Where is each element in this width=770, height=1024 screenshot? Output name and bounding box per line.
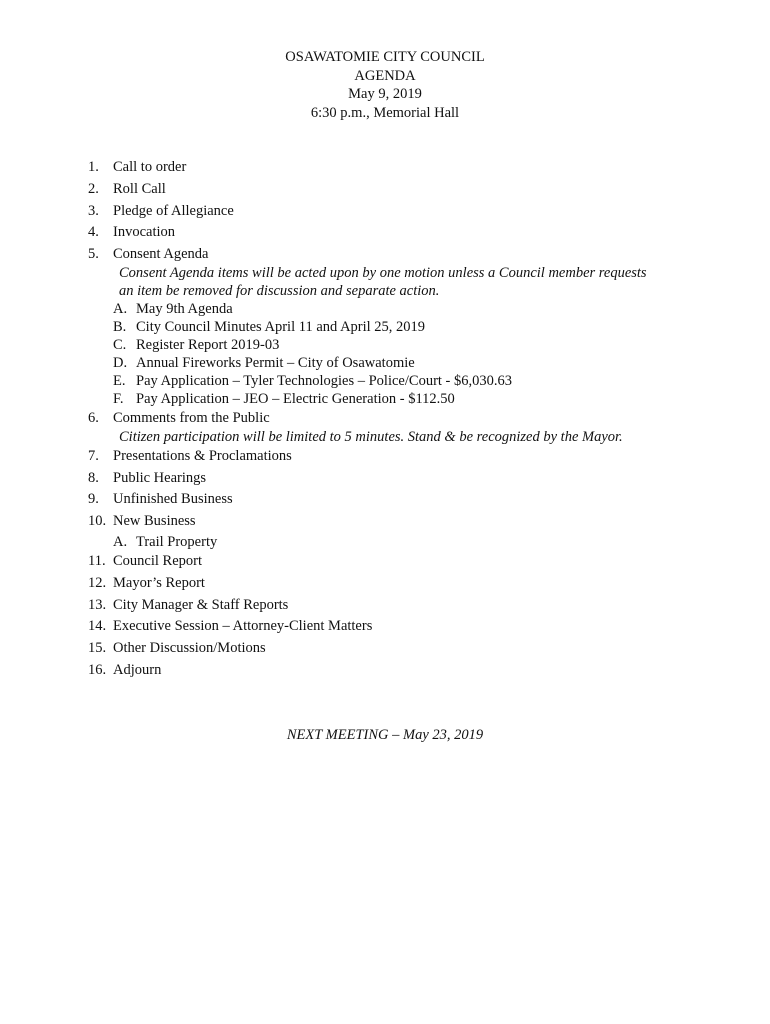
agenda-item-number: 4. — [88, 224, 99, 241]
agenda-item — [88, 511, 728, 533]
document-header — [0, 48, 770, 122]
org-title: OSAWATOMIE CITY COUNCIL — [285, 49, 485, 65]
agenda-item — [88, 489, 728, 511]
agenda-item — [88, 179, 728, 201]
public-comments-note — [88, 428, 728, 446]
subitem-letter: A. — [113, 300, 128, 317]
doc-type: AGENDA — [354, 67, 416, 84]
agenda-item — [88, 446, 728, 468]
agenda-item-number: 11. — [88, 552, 106, 569]
subitem-letter: F. — [113, 390, 124, 407]
agenda-item — [88, 660, 728, 682]
subitem-text: Pay Application – Tyler Technologies – Police/Court - $6,030.63 — [136, 372, 513, 389]
agenda-item-number: 16. — [88, 661, 107, 678]
agenda-item — [88, 616, 728, 638]
agenda-item-text: New Business — [113, 513, 196, 530]
agenda-list — [88, 157, 728, 682]
agenda-item — [88, 468, 728, 490]
agenda-item — [88, 638, 728, 660]
subitem-text: May 9th Agenda — [136, 300, 233, 317]
agenda-item — [88, 573, 728, 595]
agenda-subitem — [88, 318, 728, 336]
agenda-subitem — [88, 390, 728, 408]
agenda-item-number: 15. — [88, 640, 107, 657]
agenda-item-number: 7. — [88, 447, 99, 464]
agenda-item-text: Call to order — [113, 159, 187, 175]
agenda-item-text: Executive Session – Attorney-Client Matters — [113, 618, 373, 635]
agenda-item-number: 1. — [88, 159, 99, 175]
agenda-item-text: Comments from the Public — [113, 409, 270, 426]
subitem-text: Register Report 2019-03 — [136, 336, 280, 353]
note-line: an item be removed for discussion and separate action. — [119, 282, 440, 299]
subitem-text: Annual Fireworks Permit – City of Osawatomie — [136, 354, 415, 371]
agenda-item-text: Unfinished Business — [113, 491, 233, 508]
agenda-item-text: Public Hearings — [113, 469, 207, 486]
agenda-item-number: 13. — [88, 596, 107, 613]
consent-agenda-note — [88, 264, 728, 300]
agenda-item-text: Roll Call — [113, 180, 166, 197]
agenda-item-text: Other Discussion/Motions — [113, 640, 266, 657]
agenda-item-text: Presentations & Proclamations — [113, 447, 292, 464]
agenda-item — [88, 222, 728, 244]
agenda-item-text: City Manager & Staff Reports — [113, 596, 289, 613]
agenda-item-text: Pledge of Allegiance — [113, 202, 234, 219]
subitem-letter: C. — [113, 336, 127, 353]
meeting-date: May 9, 2019 — [348, 86, 422, 102]
agenda-subitem — [88, 372, 728, 390]
agenda-item — [88, 201, 728, 223]
agenda-item — [88, 408, 728, 430]
note-line: Consent Agenda items will be acted upon by one motion unless a Council member requests — [119, 264, 647, 281]
agenda-item-text: Adjourn — [113, 661, 162, 678]
agenda-subitem — [88, 300, 728, 318]
agenda-item-text: Mayor’s Report — [113, 574, 205, 591]
agenda-item-number: 14. — [88, 618, 107, 635]
subitem-letter: D. — [113, 354, 128, 371]
note-line: Citizen participation will be limited to 5 minutes. Stand & be recognized by the Mayor. — [119, 428, 623, 445]
agenda-item-text: Council Report — [113, 552, 203, 569]
subitem-text: City Council Minutes April 11 and April 25, 2019 — [136, 318, 426, 335]
agenda-item-number: 2. — [88, 180, 99, 197]
subitem-letter: A. — [113, 533, 128, 550]
agenda-subitem — [88, 354, 728, 372]
subitem-text: Pay Application – JEO – Electric Generation - $112.50 — [136, 390, 455, 407]
agenda-item-number: 3. — [88, 202, 99, 219]
agenda-item-number: 9. — [88, 491, 99, 508]
agenda-item — [88, 551, 728, 573]
agenda-item-number: 12. — [88, 574, 107, 591]
agenda-item — [88, 595, 728, 617]
agenda-item — [88, 244, 728, 266]
agenda-item-number: 8. — [88, 469, 99, 486]
agenda-item-number: 5. — [88, 246, 99, 263]
next-meeting-notice: NEXT MEETING – May 23, 2019 — [286, 727, 484, 743]
agenda-subitem — [88, 336, 728, 354]
agenda-item-number: 6. — [88, 409, 99, 426]
agenda-item-number: 10. — [88, 513, 107, 530]
agenda-item-text: Invocation — [113, 224, 176, 241]
meeting-time-place: 6:30 p.m., Memorial Hall — [310, 104, 460, 121]
agenda-item-text: Consent Agenda — [113, 246, 209, 263]
agenda-item — [88, 157, 728, 179]
agenda-subitem — [88, 533, 728, 551]
subitem-letter: B. — [113, 318, 127, 335]
subitem-letter: E. — [113, 372, 126, 389]
subitem-text: Trail Property — [136, 533, 218, 550]
